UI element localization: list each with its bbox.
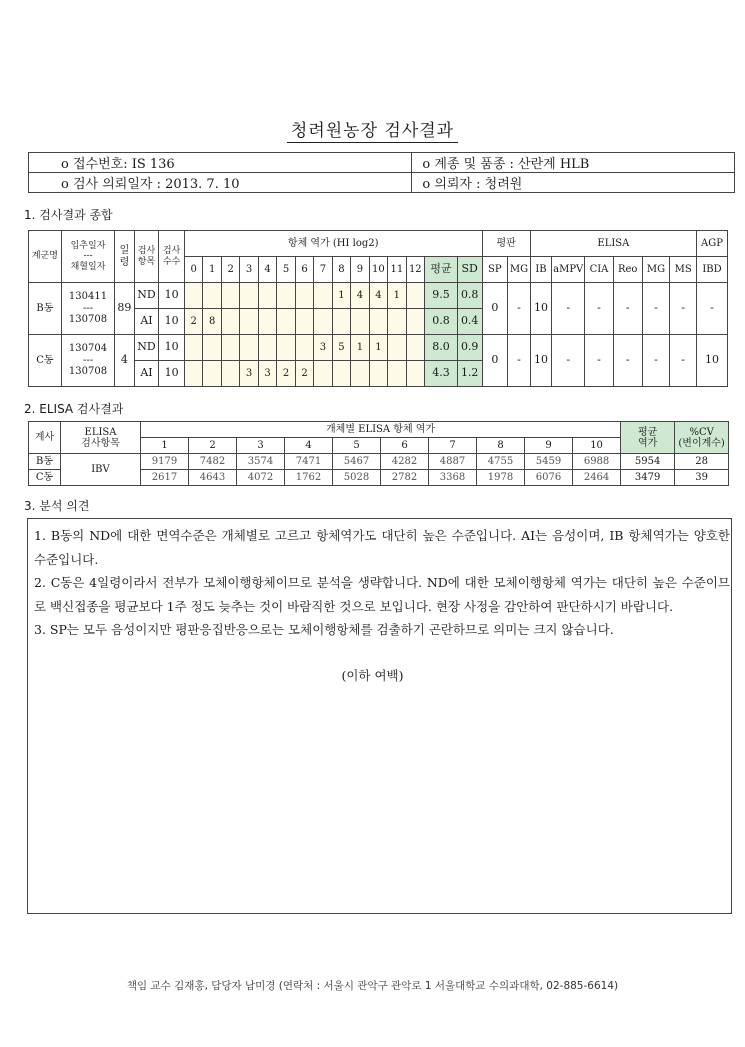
- elisa-cell: -: [613, 283, 642, 335]
- titer-cell: [314, 309, 332, 335]
- elisa-value: 4887: [429, 454, 477, 470]
- titer-cell: [388, 335, 406, 361]
- titer-cell: 2: [295, 361, 313, 387]
- header-age: 일 령: [115, 231, 134, 283]
- elisa-value: 1762: [285, 470, 333, 486]
- elisa-mean: 5954: [621, 454, 675, 470]
- group-age: 4: [115, 335, 134, 387]
- elisa-value: 5459: [525, 454, 573, 470]
- elisa-column-header: Reo: [613, 257, 642, 283]
- sample-column-header: 5: [333, 438, 381, 454]
- titer-cell: 4: [369, 283, 387, 309]
- header-cv: %CV (변이계수): [675, 422, 729, 454]
- plate-mg: -: [508, 283, 531, 335]
- titer-cell: [221, 335, 239, 361]
- titer-column-header: 11: [388, 257, 406, 283]
- sample-column-header: 1: [141, 438, 189, 454]
- elisa-mean: 3479: [621, 470, 675, 486]
- titer-cell: [184, 283, 202, 309]
- titer-cell: [332, 361, 350, 387]
- titer-cell: 1: [388, 283, 406, 309]
- elisa-value: 2782: [381, 470, 429, 486]
- titer-cell: [277, 283, 295, 309]
- section-1-heading: 1. 검사결과 종합: [24, 208, 113, 222]
- titer-cell: [240, 309, 258, 335]
- elisa-column-header: MS: [670, 257, 697, 283]
- titer-cell: [369, 309, 387, 335]
- test-item: AI: [134, 361, 159, 387]
- titer-column-header: 10: [369, 257, 387, 283]
- header-row: [29, 422, 729, 438]
- titer-cell: [388, 361, 406, 387]
- agp-cell: -: [697, 283, 728, 335]
- titer-column-header: 12: [406, 257, 424, 283]
- group-age: 89: [115, 283, 134, 335]
- test-count: 10: [159, 283, 185, 309]
- elisa-value: 6076: [525, 470, 573, 486]
- elisa-value: 6988: [573, 454, 621, 470]
- sample-column-header: 10: [573, 438, 621, 454]
- titer-cell: [406, 335, 424, 361]
- titer-cell: [258, 335, 276, 361]
- titer-cell: [258, 309, 276, 335]
- group-name: B동: [29, 283, 62, 335]
- plate-sp: 0: [482, 283, 508, 335]
- elisa-value: 5467: [333, 454, 381, 470]
- titer-cell: 3: [314, 335, 332, 361]
- elisa-cell: -: [642, 283, 670, 335]
- header-plate: 평판: [482, 231, 530, 257]
- group-dates: 130704 --- 130708: [61, 335, 114, 387]
- test-item: ND: [134, 283, 159, 309]
- header-dates: 입추일자 --- 채혈일자: [61, 231, 114, 283]
- titer-cell: 1: [351, 335, 369, 361]
- titer-cell: 1: [369, 335, 387, 361]
- titer-column-header: 5: [277, 257, 295, 283]
- elisa-value: 4282: [381, 454, 429, 470]
- titer-cell: [184, 335, 202, 361]
- titer-column-header: 9: [351, 257, 369, 283]
- plate-mg: -: [508, 335, 531, 387]
- elisa-cell: -: [642, 335, 670, 387]
- table-row: [29, 283, 728, 309]
- header-count: 검사 수수: [159, 231, 185, 283]
- titer-cell: [240, 283, 258, 309]
- titer-cell: 5: [332, 335, 350, 361]
- elisa-cell: -: [670, 283, 697, 335]
- titer-column-header: 1: [203, 257, 221, 283]
- header-mean: 평균: [425, 257, 458, 283]
- elisa-value: 4643: [189, 470, 237, 486]
- titer-sd: 0.9: [457, 335, 482, 361]
- header-item: ELISA 검사항목: [61, 422, 141, 454]
- plate-sp: 0: [482, 335, 508, 387]
- titer-cell: [351, 309, 369, 335]
- titer-column-header: 0: [184, 257, 202, 283]
- titer-cell: 4: [351, 283, 369, 309]
- titer-cell: [295, 309, 313, 335]
- header-titer: 개체별 ELISA 항체 역가: [141, 422, 621, 438]
- opinion-paragraph-2: 2. C동은 4일령이라서 전부가 모체이행항체이므로 분석을 생략합니다. ND에 대한 모체이행항체 역가는 대단히 높은 수준이므로 백신접종을 평균보다 1주 정도 늦추는 것이 바람직한 것으로 보입니다. 현장 사정을 감안하여 판단하시기 바랍니다.: [34, 575, 730, 614]
- agp-cell: 10: [697, 335, 728, 387]
- sample-column-header: 2: [189, 438, 237, 454]
- header-titer: 항체 역가 (HI log2): [184, 231, 482, 257]
- titer-cell: [295, 335, 313, 361]
- titer-mean: 4.3: [425, 361, 458, 387]
- elisa-cv: 39: [675, 470, 729, 486]
- titer-cell: [221, 309, 239, 335]
- header-mean: 평균 역가: [621, 422, 675, 454]
- opinion-text: [34, 524, 730, 642]
- plate-column-header: MG: [508, 257, 531, 283]
- test-item: AI: [134, 309, 159, 335]
- elisa-value: 2617: [141, 470, 189, 486]
- elisa-cell: -: [585, 335, 614, 387]
- titer-cell: [406, 361, 424, 387]
- sample-column-header: 9: [525, 438, 573, 454]
- requester: o 의뢰자 : 청려원: [412, 173, 735, 193]
- report-title: 청려원농장 검사결과: [0, 116, 745, 141]
- titer-column-header: 3: [240, 257, 258, 283]
- header-agp: AGP: [697, 231, 728, 257]
- opinion-paragraph-1: 1. B동의 ND에 대한 면역수준은 개체별로 고르고 항체역가도 대단히 높은 수준입니다. AI는 음성이며, IB 항체역가는 양호한 수준입니다.: [34, 528, 730, 567]
- titer-column-header: 8: [332, 257, 350, 283]
- titer-sd: 0.8: [457, 283, 482, 309]
- titer-cell: [406, 309, 424, 335]
- titer-cell: [221, 283, 239, 309]
- group-name: B동: [29, 454, 61, 470]
- elisa-cell: -: [585, 283, 614, 335]
- titer-cell: [277, 309, 295, 335]
- elisa-value: 3368: [429, 470, 477, 486]
- elisa-cv: 28: [675, 454, 729, 470]
- elisa-item: IBV: [61, 454, 141, 486]
- elisa-value: 4072: [237, 470, 285, 486]
- sample-column-header: 3: [237, 438, 285, 454]
- titer-cell: [221, 361, 239, 387]
- elisa-column-header: MG: [642, 257, 670, 283]
- titer-cell: [369, 361, 387, 387]
- titer-cell: 2: [277, 361, 295, 387]
- elisa-cell: -: [552, 283, 585, 335]
- titer-sd: 0.4: [457, 309, 482, 335]
- titer-column-header: 6: [295, 257, 313, 283]
- sample-column-header: 8: [477, 438, 525, 454]
- elisa-column-header: IB: [530, 257, 552, 283]
- header-item: 검사 항목: [134, 231, 159, 283]
- group-name: C동: [29, 470, 61, 486]
- elisa-value: 7482: [189, 454, 237, 470]
- elisa-value: 9179: [141, 454, 189, 470]
- titer-cell: 1: [332, 283, 350, 309]
- elisa-table: [28, 421, 729, 486]
- plate-column-header: SP: [482, 257, 508, 283]
- titer-cell: [203, 283, 221, 309]
- titer-cell: 8: [203, 309, 221, 335]
- elisa-cell: 10: [530, 335, 552, 387]
- titer-cell: [406, 283, 424, 309]
- table-row: [29, 335, 728, 361]
- titer-column-header: 4: [258, 257, 276, 283]
- header-group: 계군명: [29, 231, 62, 283]
- titer-cell: [258, 283, 276, 309]
- titer-cell: [314, 283, 332, 309]
- titer-cell: [184, 361, 202, 387]
- header-elisa: ELISA: [530, 231, 696, 257]
- elisa-cell: 10: [530, 283, 552, 335]
- opinion-paragraph-3: 3. SP는 모두 음성이지만 평판응집반응으로는 모체이행항체를 검출하기 곤란하므로 의미는 크지 않습니다.: [34, 622, 614, 637]
- titer-cell: 3: [258, 361, 276, 387]
- agp-column-header: IBD: [697, 257, 728, 283]
- group-dates: 130411 --- 130708: [61, 283, 114, 335]
- breed: o 계종 및 품종 : 산란계 HLB: [412, 153, 735, 173]
- closing-note: (이하 여백): [341, 668, 404, 683]
- titer-mean: 9.5: [425, 283, 458, 309]
- test-item: ND: [134, 335, 159, 361]
- receipt-number: o 접수번호: IS 136: [29, 153, 412, 173]
- titer-column-header: 7: [314, 257, 332, 283]
- elisa-value: 7471: [285, 454, 333, 470]
- header-row: [29, 231, 728, 257]
- titer-sd: 1.2: [457, 361, 482, 387]
- group-name: C동: [29, 335, 62, 387]
- elisa-cell: -: [613, 335, 642, 387]
- request-date: o 검사 의뢰일자 : 2013. 7. 10: [29, 173, 412, 193]
- elisa-column-header: CIA: [585, 257, 614, 283]
- section-2-heading: 2. ELISA 검사결과: [24, 402, 124, 416]
- titer-cell: 3: [240, 361, 258, 387]
- header-group: 계사: [29, 422, 61, 454]
- section-3-heading: 3. 분석 의견: [24, 499, 90, 513]
- titer-cell: [240, 335, 258, 361]
- titer-column-header: 2: [221, 257, 239, 283]
- sample-column-header: 7: [429, 438, 477, 454]
- sample-column-header: 6: [381, 438, 429, 454]
- titer-cell: [388, 309, 406, 335]
- elisa-cell: -: [552, 335, 585, 387]
- titer-cell: [203, 361, 221, 387]
- titer-cell: [332, 309, 350, 335]
- footer-contact: 책임 교수 김재홍, 담당자 남미경 (연락처 : 서울시 관악구 관악로 1 서울대학교 수의과대학, 02-885-6614): [126, 980, 619, 992]
- elisa-value: 1978: [477, 470, 525, 486]
- elisa-value: 5028: [333, 470, 381, 486]
- table-row: [29, 454, 729, 470]
- titer-cell: [203, 335, 221, 361]
- elisa-value: 4755: [477, 454, 525, 470]
- titer-cell: [314, 361, 332, 387]
- elisa-value: 2464: [573, 470, 621, 486]
- summary-table: [28, 230, 728, 387]
- elisa-column-header: aMPV: [552, 257, 585, 283]
- test-count: 10: [159, 361, 185, 387]
- titer-cell: 2: [184, 309, 202, 335]
- test-count: 10: [159, 335, 185, 361]
- info-table: [28, 152, 735, 193]
- sample-column-header: 4: [285, 438, 333, 454]
- titer-mean: 0.8: [425, 309, 458, 335]
- titer-cell: [351, 361, 369, 387]
- header-sd: SD: [457, 257, 482, 283]
- titer-mean: 8.0: [425, 335, 458, 361]
- titer-cell: [295, 283, 313, 309]
- test-count: 10: [159, 309, 185, 335]
- elisa-value: 3574: [237, 454, 285, 470]
- elisa-cell: -: [670, 335, 697, 387]
- titer-cell: [277, 335, 295, 361]
